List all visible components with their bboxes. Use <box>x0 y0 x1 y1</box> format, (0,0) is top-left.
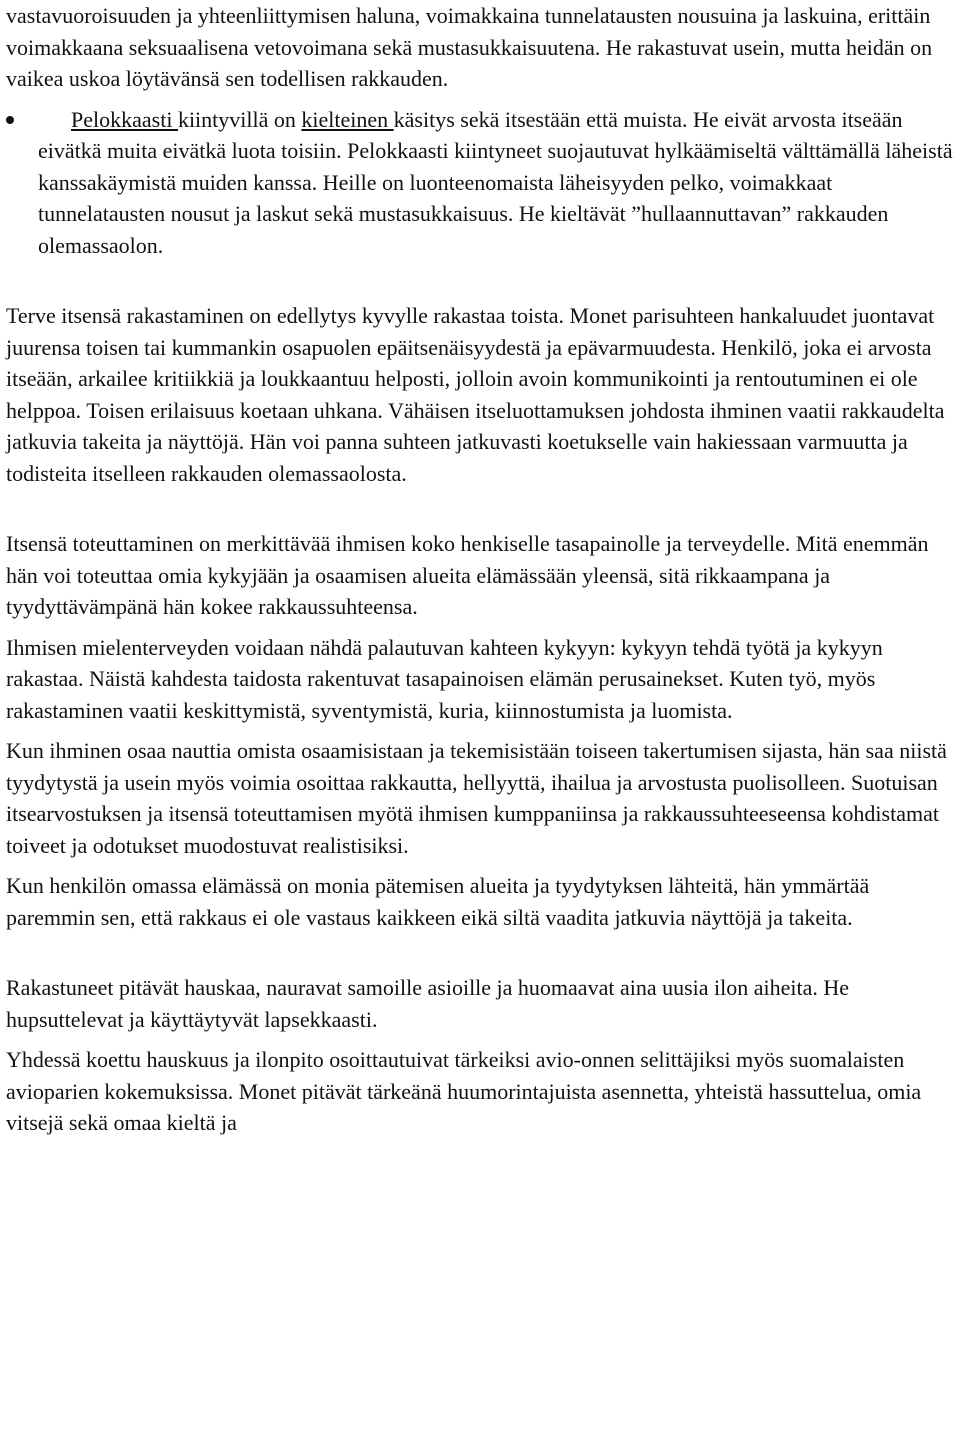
paragraph-own-skills: Kun ihminen osaa nauttia omista osaamisistaan ja tekemisistään toiseen takertumisen sijasta, hän saa niistä tyydytystä ja usein myös voimia osoittaa rakkautta, hellyyttä, ihailua ja arvostusta puolisolleen. Suotuisan itsearvostuksen ja itsensä toteuttamisen myötä ihmisen kumppaniinsa ja rakkaussuhteeseensa kohdistamat toiveet ja odotukset muodostuvat realistisiksi. <box>6 738 947 858</box>
document-page <box>6 0 958 1139</box>
paragraph-self-realization: Itsensä toteuttaminen on merkittävää ihmisen koko henkiselle tasapainolle ja terveydelle. Mitä enemmän hän voi toteuttaa omia kykyjään ja osaamisen alueita elämässään yleensä, sitä rikkaampana ja tyydyttävämpänä hän kokee rakkaussuhteensa. <box>6 531 929 619</box>
bullet-text-b: käsitys sekä itsestään että muista. He eivät arvosta itseään eivätkä muita eivätkä luota toisiin. Pelokkaasti kiintyneet suojautuvat hylkäämiseltä välttämällä läheistä kanssakäymistä muiden kanssa. Heille on luonteenomaista läheisyyden pelko, voimakkaat tunnelatausten nousut ja laskut sekä mustasukkaisuus. He kieltävät ”hullaannuttavan” rakkauden olemassaolon. <box>38 106 953 258</box>
paragraph-having-fun: Rakastuneet pitävät hauskaa, nauravat samoille asioille ja huomaavat aina uusia ilon aiheita. He hupsuttelevat ja käyttäytyvät lapsekkaasti. <box>6 975 850 1032</box>
paragraph-mental-health: Ihmisen mielenterveyden voidaan nähdä palautuvan kahteen kykyyn: kykyyn tehdä työtä ja kykyyn rakastaa. Näistä kahdesta taidosta rakentuvat tasapainoisen elämän perusainekset. Kuten työ, myös rakastaminen vaatii keskittymistä, syventymistä, kuria, kiinnostumista ja luomista. <box>6 634 883 723</box>
paragraph-sources-of-satisfaction: Kun henkilön omassa elämässä on monia pätemisen alueita ja tyydytyksen lähteitä, hän ymmärtää paremmin sen, että rakkaus ei ole vastaus kaikkeen eikä siltä vaadita jatkuvia näyttöjä ja takeita. <box>6 873 870 930</box>
bullet-list-item <box>6 104 958 262</box>
bullet-icon <box>6 116 14 124</box>
bullet-term: Pelokkaasti <box>71 106 178 132</box>
paragraph-self-love: Terve itsensä rakastaminen on edellytys kyvylle rakastaa toista. Monet parisuhteen hankaluudet juontavat juurensa toisen tai kummankin osapuolen epäitsenäisyydestä ja epävarmuudesta. Henkilö, joka ei arvosta itseään, arkailee kritiikkiä ja loukkaantuu helposti, jolloin avoin kommunikointi ja rentoutuminen ei ole helppoa. Toisen erilaisuus koetaan uhkana. Vähäisen itseluottamuksen johdosta ihminen vaatii rakkaudelta jatkuvia takeita ja näyttöjä. Hän voi panna suhteen jatkuvasti koetukselle vain hakiessaan varmuutta ja todisteita itselleen rakkauden olemassaolosta. <box>6 303 945 486</box>
paragraph-shared-fun: Yhdessä koettu hauskuus ja ilonpito osoittautuivat tärkeiksi avio-onnen selittäjiksi myös suomalaisten avioparien kokemuksissa. Monet pitävät tärkeänä huumorintajuista asennetta, yhteistä hassuttelua, omia vitsejä sekä omaa kieltä ja <box>6 1047 922 1135</box>
continuation-paragraph: vastavuoroisuuden ja yhteenliittymisen haluna, voimakkaina tunnelatausten nousuina ja laskuina, erittäin voimakkaana seksuaalisena vetovoimana sekä mustasukkaisuutena. He rakastuvat usein, mutta heidän on vaikea uskoa löytävänsä sen todellisen rakkauden. <box>6 3 933 91</box>
bullet-text-a: kiintyvillä on <box>177 106 302 132</box>
bullet-underlined-word: kielteinen <box>301 106 394 132</box>
